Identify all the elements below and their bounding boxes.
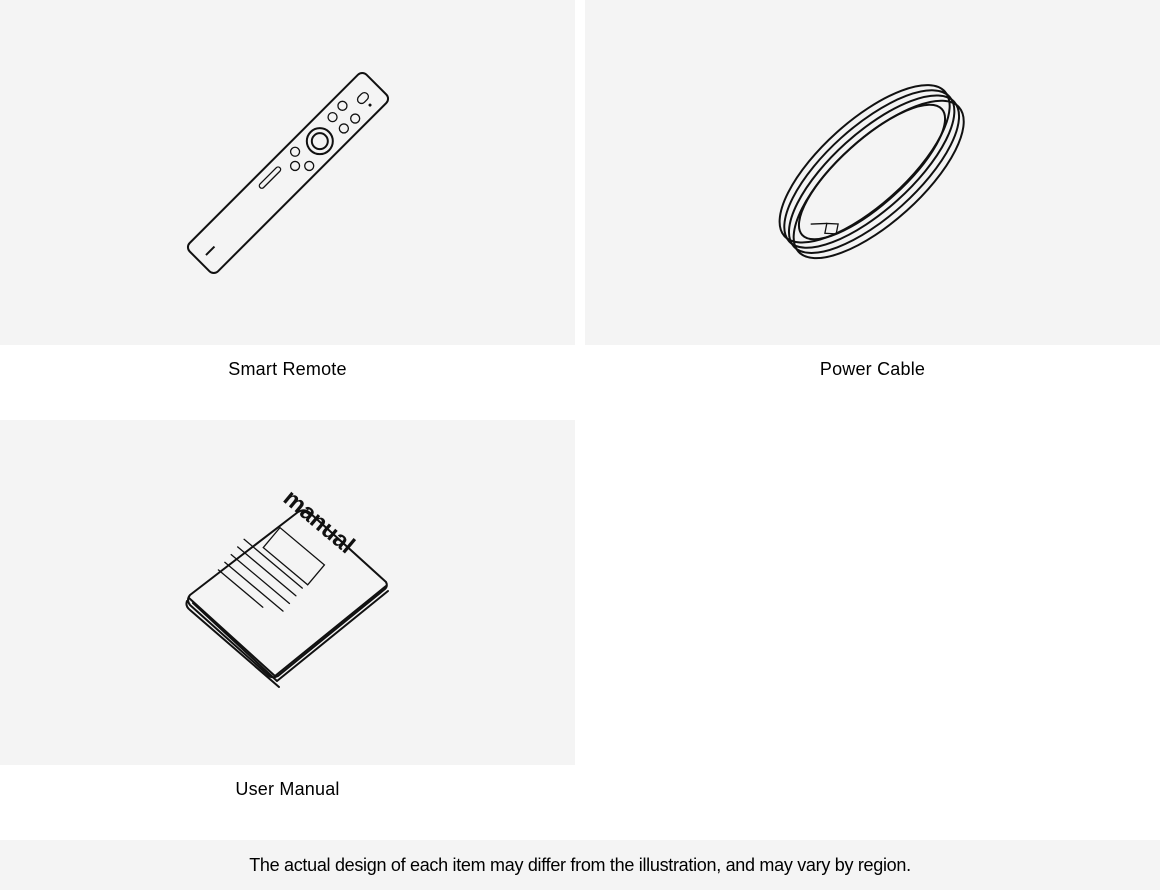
item-label-smart-remote: Smart Remote — [228, 359, 347, 379]
disclaimer-text: The actual design of each item may differ from the illustration, and may vary by region. — [249, 854, 911, 875]
item-image-user-manual — [0, 420, 575, 765]
manual-cover-text: manual — [277, 484, 360, 560]
disclaimer-banner — [0, 840, 1160, 890]
item-label-power-cable: Power Cable — [819, 359, 926, 379]
power-cable-icon — [585, 0, 1160, 345]
manual-book-icon — [0, 420, 575, 765]
item-image-smart-remote — [0, 0, 575, 345]
item-image-power-cable — [585, 0, 1160, 345]
item-label-user-manual: User Manual — [235, 779, 340, 799]
remote-control-icon — [0, 0, 575, 345]
